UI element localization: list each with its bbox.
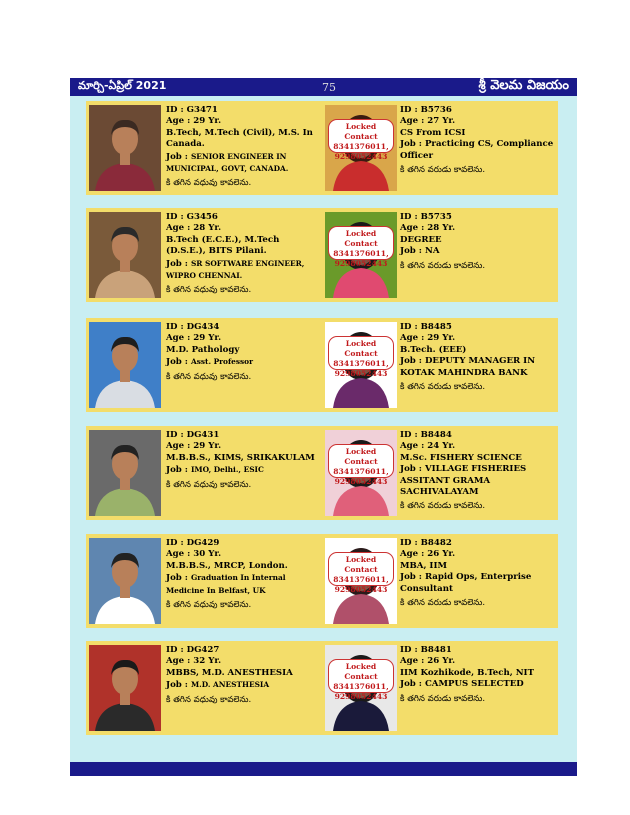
profile-education: B.Tech (E.C.E.), M.Tech (D.S.E.), BITS Pilani. — [166, 234, 280, 257]
profile-job — [166, 464, 322, 476]
profile-age: Age : 27 Yr. — [400, 116, 456, 127]
lock-title: Locked Contact — [344, 662, 378, 681]
profile-id: ID : DG427 — [166, 645, 220, 655]
wanted-text: కి తగిన వధువు కావలెను. — [166, 694, 252, 705]
profile-education: B.Tech. (EEE) — [400, 344, 467, 355]
groom-photo[interactable] — [89, 538, 161, 624]
job-label: Job : — [166, 573, 191, 584]
groom-profile-text — [166, 538, 322, 611]
lock-phone-1: 8341376011, — [333, 142, 389, 151]
profile-job — [400, 572, 556, 595]
job-label: Job : — [400, 679, 425, 690]
profile-age: Age : 32 Yr. — [166, 656, 222, 667]
bride-photo[interactable] — [325, 430, 397, 516]
lock-title: Locked Contact — [344, 122, 378, 141]
page-header — [70, 78, 577, 96]
bride-photo[interactable] — [325, 322, 397, 408]
lock-phone-1: 8341376011, — [333, 249, 389, 258]
job-value: NA — [424, 246, 440, 257]
lock-title: Locked Contact — [344, 339, 378, 358]
profile-id: ID : B5735 — [400, 212, 452, 222]
profile-job — [400, 356, 556, 379]
bride-profile-text — [400, 430, 556, 513]
profile-job — [166, 572, 322, 597]
profile-job — [166, 258, 322, 283]
profile-row — [86, 641, 558, 735]
profile-age: Age : 29 Yr. — [166, 441, 222, 452]
job-value: CAMPUS SELECTED — [424, 679, 524, 690]
groom-profile-text — [166, 430, 322, 491]
job-value: Rapid Ops, Enterprise Consultant — [400, 572, 532, 594]
job-value: M.D. ANESTHESIA — [190, 680, 270, 690]
lock-phone-1: 8341376011, — [333, 467, 389, 476]
bride-photo[interactable] — [325, 538, 397, 624]
job-label: Job : — [400, 464, 425, 475]
lock-phone-1: 8341376011, — [333, 575, 389, 584]
profile-id: ID : DG434 — [166, 322, 220, 332]
page-footer — [70, 762, 577, 776]
job-label: Job : — [400, 246, 425, 257]
profile-id: ID : B8484 — [400, 430, 452, 440]
profile-row — [86, 318, 558, 412]
bride-photo[interactable] — [325, 212, 397, 298]
lock-phone-2: 9298052443 — [334, 477, 388, 486]
wanted-text: కి తగిన వరుడు కావలెను. — [400, 693, 486, 704]
profile-age: Age : 26 Yr. — [400, 656, 456, 667]
wanted-text: కి తగిన వధువు కావలెను. — [166, 600, 252, 611]
lock-title: Locked Contact — [344, 229, 378, 248]
wanted-text: కి తగిన వరుడు కావలెను. — [400, 260, 486, 271]
bride-profile-text — [400, 212, 556, 272]
profile-education: M.Sc. FISHERY SCIENCE — [400, 452, 522, 463]
profile-id: ID : B8485 — [400, 322, 452, 332]
profile-row — [86, 208, 558, 302]
profile-job — [400, 139, 556, 162]
job-label: Job : — [166, 151, 191, 162]
bride-photo[interactable] — [325, 105, 397, 191]
lock-phone-2: 9298052443 — [334, 585, 388, 594]
groom-photo[interactable] — [89, 105, 161, 191]
job-label: Job : — [166, 258, 191, 269]
locked-contact-badge[interactable] — [328, 336, 394, 378]
job-label: Job : — [400, 572, 425, 583]
wanted-text: కి తగిన వరుడు కావలెను. — [400, 165, 486, 176]
groom-photo[interactable] — [89, 322, 161, 408]
profile-age: Age : 30 Yr. — [166, 549, 222, 560]
job-value: DEPUTY MANAGER IN KOTAK MAHINDRA BANK — [400, 356, 536, 378]
job-label: Job : — [166, 465, 191, 476]
job-value: Graduation In Internal Medicine In Belfast, UK — [166, 573, 286, 595]
profile-education: IIM Kozhikode, B.Tech, NIT — [400, 667, 534, 678]
job-value: Practicing CS, Compliance Officer — [400, 139, 554, 161]
wanted-text: కి తగిన వధువు కావలెను. — [166, 178, 252, 189]
bride-profile-text — [400, 538, 556, 609]
profile-job — [166, 356, 322, 368]
locked-contact-badge[interactable] — [328, 444, 394, 486]
profile-education: MBBS, M.D. ANESTHESIA — [166, 667, 293, 678]
groom-photo[interactable] — [89, 430, 161, 516]
profile-job — [400, 246, 556, 257]
profile-id: ID : DG429 — [166, 538, 220, 548]
lock-phone-2: 9298052443 — [334, 692, 388, 701]
profile-row — [86, 534, 558, 628]
profile-age: Age : 28 Yr. — [400, 223, 456, 234]
groom-photo[interactable] — [89, 645, 161, 731]
magazine-title: శ్రీ వెలమ విజయం — [478, 78, 569, 93]
profile-education: M.B.B.S., MRCP, London. — [166, 560, 288, 571]
groom-profile-text — [166, 212, 322, 297]
locked-contact-badge[interactable] — [328, 226, 394, 268]
locked-contact-badge[interactable] — [328, 552, 394, 594]
lock-phone-2: 9298052443 — [334, 369, 388, 378]
job-label: Job : — [400, 139, 425, 150]
profile-job — [400, 464, 556, 498]
profile-id: ID : B8481 — [400, 645, 452, 655]
wanted-text: కి తగిన వధువు కావలెను. — [166, 479, 252, 490]
profile-job — [400, 679, 556, 690]
bride-profile-text — [400, 645, 556, 705]
profile-id: ID : G3456 — [166, 212, 218, 222]
lock-phone-2: 9298052443 — [334, 152, 388, 161]
profile-age: Age : 29 Yr. — [400, 333, 456, 344]
profile-education: B.Tech, M.Tech (Civil), M.S. In Canada. — [166, 127, 313, 150]
job-value: Asst. Professor — [190, 357, 253, 367]
profile-id: ID : DG431 — [166, 430, 220, 440]
profile-id: ID : G3471 — [166, 105, 218, 115]
profile-age: Age : 26 Yr. — [400, 549, 456, 560]
locked-contact-badge[interactable] — [328, 659, 394, 701]
profile-job — [166, 679, 322, 691]
job-value: IMO, Delhi., ESIC — [190, 465, 264, 475]
profile-age: Age : 29 Yr. — [166, 116, 222, 127]
profile-row — [86, 426, 558, 520]
job-label: Job : — [400, 356, 425, 367]
groom-profile-text — [166, 322, 322, 383]
groom-profile-text — [166, 105, 322, 190]
profile-age: Age : 29 Yr. — [166, 333, 222, 344]
bride-photo[interactable] — [325, 645, 397, 731]
wanted-text: కి తగిన వధువు కావలెను. — [166, 371, 252, 382]
profile-education: CS From ICSI — [400, 127, 466, 138]
profile-education: MBA, IIM — [400, 560, 447, 571]
lock-phone-2: 9298052443 — [334, 259, 388, 268]
profile-age: Age : 24 Yr. — [400, 441, 456, 452]
bride-profile-text — [400, 105, 556, 176]
groom-profile-text — [166, 645, 322, 706]
profile-id: ID : B5736 — [400, 105, 452, 115]
job-value: VILLAGE FISHERIES ASSITANT GRAMA SACHIVALAYAM — [400, 464, 527, 498]
lock-phone-1: 8341376011, — [333, 359, 389, 368]
job-label: Job : — [166, 680, 191, 691]
bride-profile-text — [400, 322, 556, 393]
profile-education: M.D. Pathology — [166, 344, 240, 355]
groom-photo[interactable] — [89, 212, 161, 298]
wanted-text: కి తగిన వరుడు కావలెను. — [400, 501, 486, 512]
profile-education: M.B.B.S., KIMS, SRIKAKULAM — [166, 452, 315, 463]
issue-date: మార్చి-ఏప్రిల్ 2021 — [78, 79, 167, 92]
profile-id: ID : B8482 — [400, 538, 452, 548]
lock-title: Locked Contact — [344, 447, 378, 466]
lock-phone-1: 8341376011, — [333, 682, 389, 691]
wanted-text: కి తగిన వరుడు కావలెను. — [400, 382, 486, 393]
profile-education: DEGREE — [400, 234, 442, 245]
profile-row — [86, 101, 558, 195]
job-value: SR SOFTWARE ENGINEER, WIPRO CHENNAI. — [166, 258, 305, 281]
wanted-text: కి తగిన వరుడు కావలెను. — [400, 598, 486, 609]
wanted-text: కి తగిన వధువు కావలెను. — [166, 285, 252, 296]
locked-contact-badge[interactable] — [328, 119, 394, 161]
lock-title: Locked Contact — [344, 555, 378, 574]
profile-age: Age : 28 Yr. — [166, 223, 222, 234]
profile-job — [166, 151, 322, 176]
job-label: Job : — [166, 357, 191, 368]
job-value: SENIOR ENGINEER IN MUNICIPAL, GOVT, CANADA. — [166, 151, 289, 174]
page-number: 75 — [322, 80, 336, 94]
